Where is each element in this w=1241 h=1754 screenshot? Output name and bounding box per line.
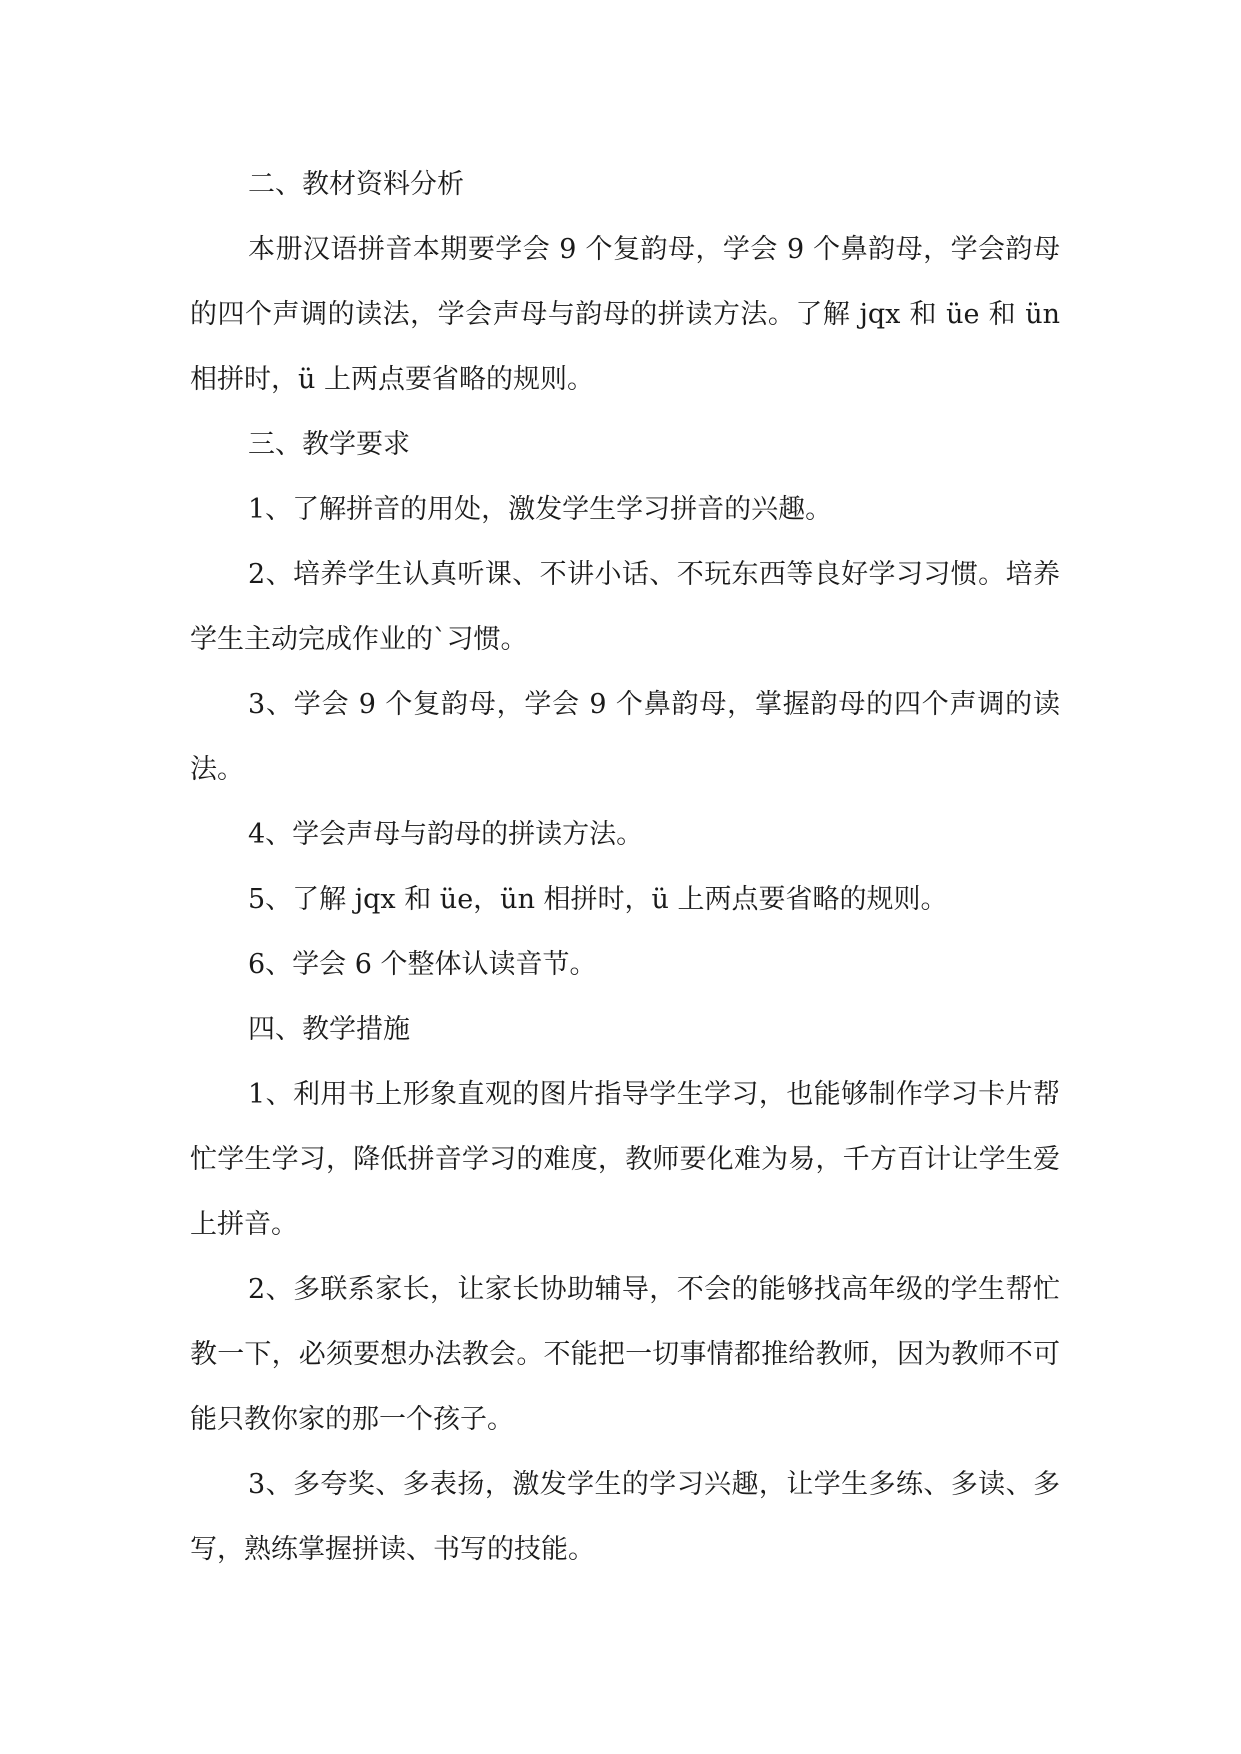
requirement-item-2: 2、培养学生认真听课、不讲小话、不玩东西等良好学习习惯。培养学生主动完成作业的`习惯。 — [190, 559, 1060, 655]
requirement-item-6: 6、学会 6 个整体认读音节。 — [248, 949, 597, 980]
measure-item-1: 1、利用书上形象直观的图片指导学生学习，也能够制作学习卡片帮忙学生学习，降低拼音学习的难度，教师要化难为易，千方百计让学生爱上拼音。 — [190, 1079, 1060, 1240]
requirement-item-3: 3、学会 9 个复韵母，学会 9 个鼻韵母，掌握韵母的四个声调的读法。 — [190, 689, 1060, 785]
requirement-item-1: 1、了解拼音的用处，激发学生学习拼音的兴趣。 — [248, 494, 833, 525]
requirement-item-4: 4、学会声母与韵母的拼读方法。 — [248, 819, 644, 850]
requirement-item-5: 5、了解 jqx 和 üe，ün 相拼时，ü 上两点要省略的规则。 — [248, 884, 948, 915]
document-body — [190, 152, 1060, 1582]
section-heading-measures: 四、教学措施 — [248, 1014, 410, 1045]
measure-item-3: 3、多夸奖、多表扬，激发学生的学习兴趣，让学生多练、多读、多写，熟练掌握拼读、书写的技能。 — [190, 1469, 1060, 1565]
measure-item-2: 2、多联系家长，让家长协助辅导，不会的能够找高年级的学生帮忙教一下，必须要想办法教会。不能把一切事情都推给教师，因为教师不可能只教你家的那一个孩子。 — [190, 1274, 1060, 1435]
section-heading-requirements: 三、教学要求 — [248, 429, 410, 460]
section-heading-materials: 二、教材资料分析 — [248, 169, 464, 200]
materials-paragraph: 本册汉语拼音本期要学会 9 个复韵母，学会 9 个鼻韵母，学会韵母的四个声调的读法，学会声母与韵母的拼读方法。了解 jqx 和 üe 和 ün 相拼时，ü 上两点要省略的规则。 — [190, 234, 1060, 395]
